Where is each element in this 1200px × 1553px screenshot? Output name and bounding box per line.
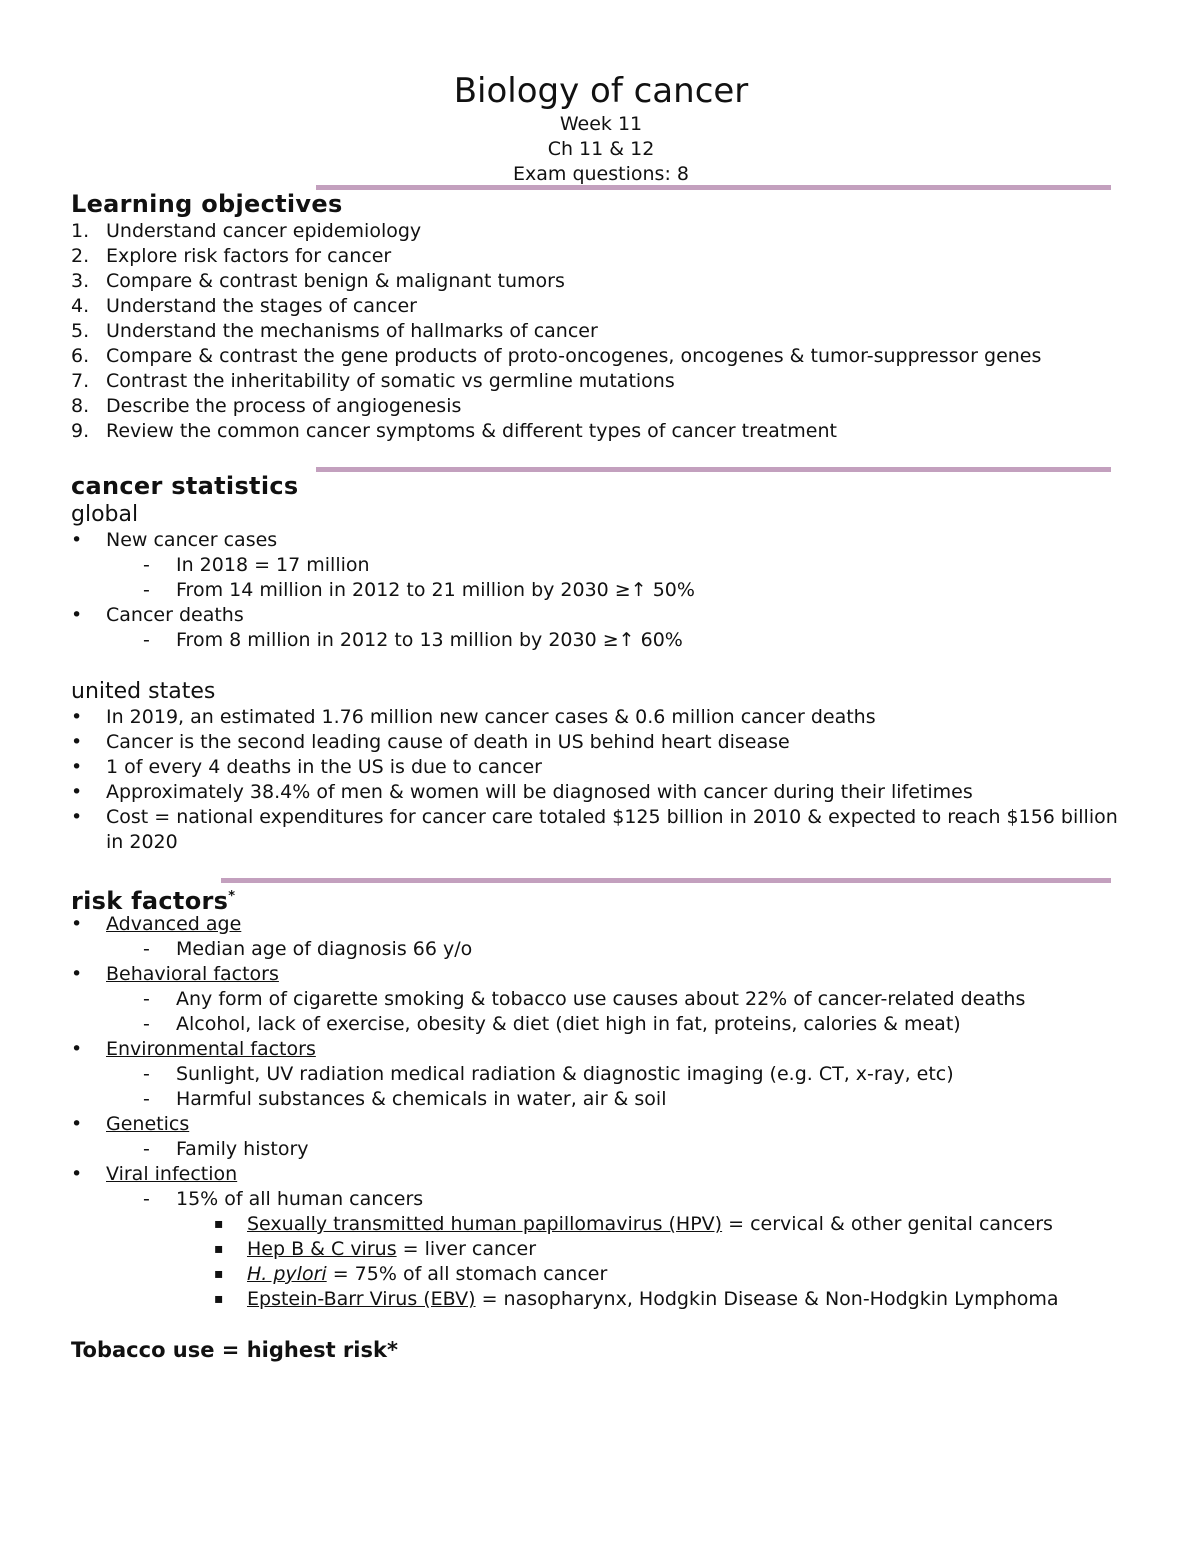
exam-questions-label: Exam questions: 8 xyxy=(513,163,689,185)
list-item: - Harmful substances & chemicals in water, air & soil xyxy=(143,1088,667,1110)
list-item: • Genetics xyxy=(71,1113,190,1135)
week-label: Week 11 xyxy=(559,113,643,135)
spacer xyxy=(71,1312,1131,1337)
chapters-label: Ch 11 & 12 xyxy=(547,138,655,160)
objective-item: 7. Contrast the inheritability of somatic vs germline mutations xyxy=(71,370,675,392)
risk-list xyxy=(71,912,1131,1312)
list-item: - Any form of cigarette smoking & tobacco use causes about 22% of cancer-related deaths xyxy=(143,988,1026,1010)
section-divider xyxy=(316,185,1111,190)
section-divider xyxy=(221,878,1111,883)
spacer xyxy=(71,444,1131,469)
global-list xyxy=(71,528,1131,653)
objective-item: 3. Compare & contrast benign & malignant tumors xyxy=(71,270,565,292)
list-item: • Cancer is the second leading cause of death in US behind heart disease xyxy=(71,731,790,753)
document-page xyxy=(71,70,1131,1364)
us-heading: united states xyxy=(71,679,216,704)
list-item: ▪ Epstein-Barr Virus (EBV) = nasopharynx, Hodgkin Disease & Non-Hodgkin Lymphoma xyxy=(214,1288,1059,1310)
risk-section xyxy=(71,882,1131,1364)
objective-item: 9. Review the common cancer symptoms & different types of cancer treatment xyxy=(71,420,837,442)
statistics-heading: cancer statistics xyxy=(71,472,299,500)
statistics-heading-row xyxy=(71,471,1131,501)
list-item: - Median age of diagnosis 66 y/o xyxy=(143,938,473,960)
list-item: ▪ Sexually transmitted human papillomavirus (HPV) = cervical & other genital cancers xyxy=(214,1213,1053,1235)
objective-item: 2. Explore risk factors for cancer xyxy=(71,245,392,267)
risk-heading: risk factors* xyxy=(71,887,236,915)
list-item: • Environmental factors xyxy=(71,1038,316,1060)
list-item: • New cancer cases xyxy=(71,529,278,551)
objectives-list xyxy=(71,219,1131,444)
objective-item: 1. Understand cancer epidemiology xyxy=(71,220,422,242)
list-item: - Family history xyxy=(143,1138,309,1160)
objective-item: 5. Understand the mechanisms of hallmarks of cancer xyxy=(71,320,598,342)
risk-heading-row xyxy=(71,882,1131,915)
list-item: ▪ Hep B & C virus = liver cancer xyxy=(214,1238,537,1260)
objectives-heading: Learning objectives xyxy=(71,190,343,218)
list-item: - Alcohol, lack of exercise, obesity & diet (diet high in fat, proteins, calories & meat) xyxy=(143,1013,961,1035)
list-item: - Sunlight, UV radiation medical radiation & diagnostic imaging (e.g. CT, x-ray, etc) xyxy=(143,1063,954,1085)
list-item: • Approximately 38.4% of men & women will be diagnosed with cancer during their lifetimes xyxy=(71,781,973,803)
objectives-section xyxy=(71,189,1131,444)
global-heading: global xyxy=(71,502,139,527)
list-item: • Viral infection xyxy=(71,1163,238,1185)
list-item: - From 8 million in 2012 to 13 million by 2030 ≥↑ 60% xyxy=(143,629,683,651)
tobacco-risk-note: Tobacco use = highest risk* xyxy=(71,1338,398,1362)
us-list xyxy=(71,705,1131,855)
document-title: Biology of cancer xyxy=(453,71,749,111)
objective-item: 4. Understand the stages of cancer xyxy=(71,295,417,317)
section-divider xyxy=(316,467,1111,472)
statistics-section xyxy=(71,471,1131,855)
spacer xyxy=(71,855,1131,880)
objective-item: 8. Describe the process of angiogenesis xyxy=(71,395,462,417)
list-item: • Advanced age xyxy=(71,913,242,935)
objective-item: 6. Compare & contrast the gene products of proto-oncogenes, oncogenes & tumor-suppressor genes xyxy=(71,345,1042,367)
list-item: • In 2019, an estimated 1.76 million new cancer cases & 0.6 million cancer deaths xyxy=(71,706,876,728)
list-item: - In 2018 = 17 million xyxy=(143,554,370,576)
document-header xyxy=(71,70,1131,187)
list-item: - 15% of all human cancers xyxy=(143,1188,424,1210)
list-item: • Cost = national expenditures for cancer care totaled $125 billion in 2010 & expected to reach $156 billion in 2020 xyxy=(71,806,1118,853)
list-item: - From 14 million in 2012 to 21 million by 2030 ≥↑ 50% xyxy=(143,579,695,601)
list-item: ▪ H. pylori = 75% of all stomach cancer xyxy=(214,1263,608,1285)
risk-heading-mark: * xyxy=(228,889,236,904)
spacer xyxy=(71,653,1131,678)
list-item: • 1 of every 4 deaths in the US is due to cancer xyxy=(71,756,542,778)
objectives-heading-row xyxy=(71,189,1131,219)
list-item: • Cancer deaths xyxy=(71,604,244,626)
list-item: • Behavioral factors xyxy=(71,963,279,985)
